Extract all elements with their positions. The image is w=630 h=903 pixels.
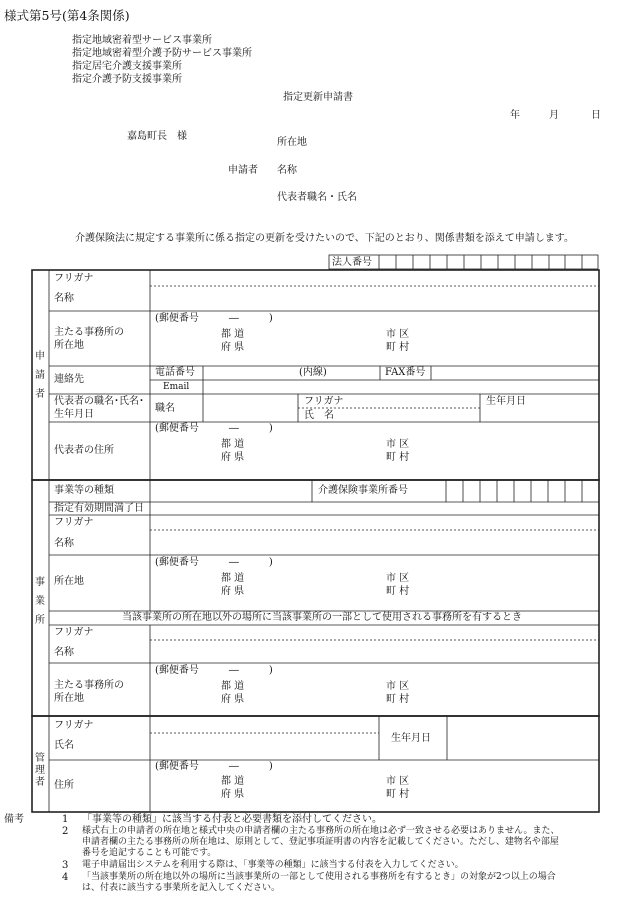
- office-chouson: 町 村: [386, 586, 410, 597]
- office-furigana-label: フリガナ: [54, 517, 94, 528]
- note-2-line-1: 様式右上の申請者の所在地と様式中央の申請者欄の主たる事務所の所在地は必ず一致させる必要はありません。また、: [82, 826, 560, 836]
- applicant-chouson: 町 村: [386, 342, 410, 353]
- rep-chouson: 町 村: [386, 452, 410, 463]
- business-type-1: 指定地域密着型サービス事業所: [72, 35, 212, 46]
- office-postal-label: (郵便番号 ― ): [155, 557, 273, 568]
- applicant-address-label: 所在地: [277, 137, 307, 148]
- other-office-address-label-2: 所在地: [54, 693, 84, 704]
- date-year: 年: [510, 110, 520, 121]
- manager-shiku: 市 区: [386, 776, 410, 787]
- intro-text: 介護保険法に規定する事業所に係る指定の更新を受けたいので、下記のとおり、関係書類を添えて申請します。: [75, 233, 574, 244]
- applicant-office-address-label-1: 主たる事務所の: [54, 327, 124, 338]
- rep-info-label-2: 生年月日: [54, 409, 94, 420]
- section-label-applicant: 申 請 者: [35, 351, 45, 400]
- applicant-label: 申請者: [228, 165, 258, 176]
- date-day: 日: [591, 110, 601, 121]
- section-label-manager: 管 理 者: [35, 753, 45, 788]
- applicant-postal-label: (郵便番号 ― ): [155, 313, 273, 324]
- manager-fuken: 府 県: [221, 789, 245, 800]
- rep-todo: 都 道: [221, 439, 245, 450]
- business-type-4: 指定介護予防支援事業所: [72, 74, 182, 85]
- section-label-office: 事 業 所: [35, 577, 45, 626]
- other-office-fuken: 府 県: [221, 694, 245, 705]
- note-2-line-3: 番号を追記することも可能です。: [82, 848, 217, 858]
- office-shiku: 市 区: [386, 573, 410, 584]
- office-todo: 都 道: [221, 573, 245, 584]
- manager-residence-label: 住所: [54, 780, 74, 791]
- other-office-shiku: 市 区: [386, 681, 410, 692]
- service-type-label: 事業等の種類: [54, 485, 114, 496]
- contact-label: 連絡先: [54, 374, 84, 385]
- manager-chouson: 町 村: [386, 789, 410, 800]
- validity-end-label: 指定有効期間満了日: [54, 503, 144, 514]
- office-fuken: 府 県: [221, 586, 245, 597]
- rep-shiku: 市 区: [386, 439, 410, 450]
- office-name-label: 名称: [54, 538, 74, 549]
- office-address-label: 所在地: [54, 576, 84, 587]
- applicant-name-label: 名称: [277, 165, 297, 176]
- manager-postal-label: (郵便番号 ― ): [155, 761, 273, 772]
- manager-name-label: 氏名: [54, 740, 74, 751]
- other-office-postal-label: (郵便番号 ― ): [155, 665, 273, 676]
- date-month: 月: [549, 110, 559, 121]
- manager-birthdate-label: 生年月日: [391, 733, 431, 744]
- applicant-fuken: 府 県: [221, 342, 245, 353]
- manager-todo: 都 道: [221, 776, 245, 787]
- other-office-note: 当該事業所の所在地以外の場所に当該事業所の一部として使用される事務所を有するとき: [122, 612, 522, 623]
- note-3-number: 3: [62, 860, 69, 871]
- notes-label: 備考: [4, 814, 24, 825]
- other-office-chouson: 町 村: [386, 694, 410, 705]
- note-4-line-1: 「当該事業所の所在地以外の場所に当該事業所の一部として使用される事務所を有するとき」の対象が2つ以上の場合: [82, 872, 556, 882]
- manager-furigana-label: フリガナ: [54, 720, 94, 731]
- rep-fuken: 府 県: [221, 452, 245, 463]
- form-title: 指定更新申請書: [283, 92, 353, 103]
- corp-number-label: 法人番号: [332, 257, 372, 268]
- applicant-todo: 都 道: [221, 329, 245, 340]
- rep-info-label-1: 代表者の職名･氏名･: [54, 396, 144, 407]
- note-2-line-2: 申請者欄の主たる事務所の所在地は、原則として、登記事項証明書の内容を記載してください。ただし、建物名や部屋: [82, 837, 559, 847]
- note-4-number: 4: [62, 872, 69, 883]
- other-office-furigana-label: フリガナ: [54, 627, 94, 638]
- note-2-number: 2: [62, 826, 69, 837]
- applicant-office-address-label-2: 所在地: [54, 340, 84, 351]
- rep-birthdate-label: 生年月日: [486, 396, 526, 407]
- addressee: 嘉島町長 様: [127, 131, 187, 142]
- rep-furigana-label: フリガナ: [304, 396, 344, 407]
- rep-person-name-label: 氏 名: [304, 410, 334, 421]
- email-label: Email: [163, 382, 190, 392]
- note-1-number: 1: [62, 814, 69, 825]
- note-3-line-1: 電子申請届出システムを利用する際は、「事業等の種類」に該当する付表を入力してください。: [82, 860, 464, 870]
- applicant-rep-label: 代表者職名・氏名: [277, 192, 357, 203]
- other-office-todo: 都 道: [221, 681, 245, 692]
- care-number-label: 介護保険事業所番号: [318, 485, 408, 496]
- note-4-line-2: は、付表に該当する事業所を記入してください。: [82, 883, 281, 893]
- rep-address-label: 代表者の住所: [54, 445, 114, 456]
- note-1-line-1: 「事業等の種類」に該当する付表と必要書類を添付してください。: [82, 814, 382, 825]
- business-type-3: 指定居宅介護支援事業所: [72, 61, 182, 72]
- rep-postal-label: (郵便番号 ― ): [155, 423, 273, 434]
- applicant-name-field-label: 名称: [54, 293, 74, 304]
- business-type-2: 指定地域密着型介護予防サービス事業所: [72, 48, 252, 59]
- applicant-furigana-label: フリガナ: [54, 273, 94, 284]
- extension-label: (内線): [299, 367, 327, 378]
- position-label: 職名: [155, 403, 175, 414]
- form-number: 様式第5号(第4条関係): [4, 8, 130, 23]
- fax-label: FAX番号: [385, 367, 426, 378]
- other-office-address-label-1: 主たる事務所の: [54, 680, 124, 691]
- applicant-shiku: 市 区: [386, 329, 410, 340]
- phone-label: 電話番号: [155, 367, 195, 378]
- other-office-name-label: 名称: [54, 647, 74, 658]
